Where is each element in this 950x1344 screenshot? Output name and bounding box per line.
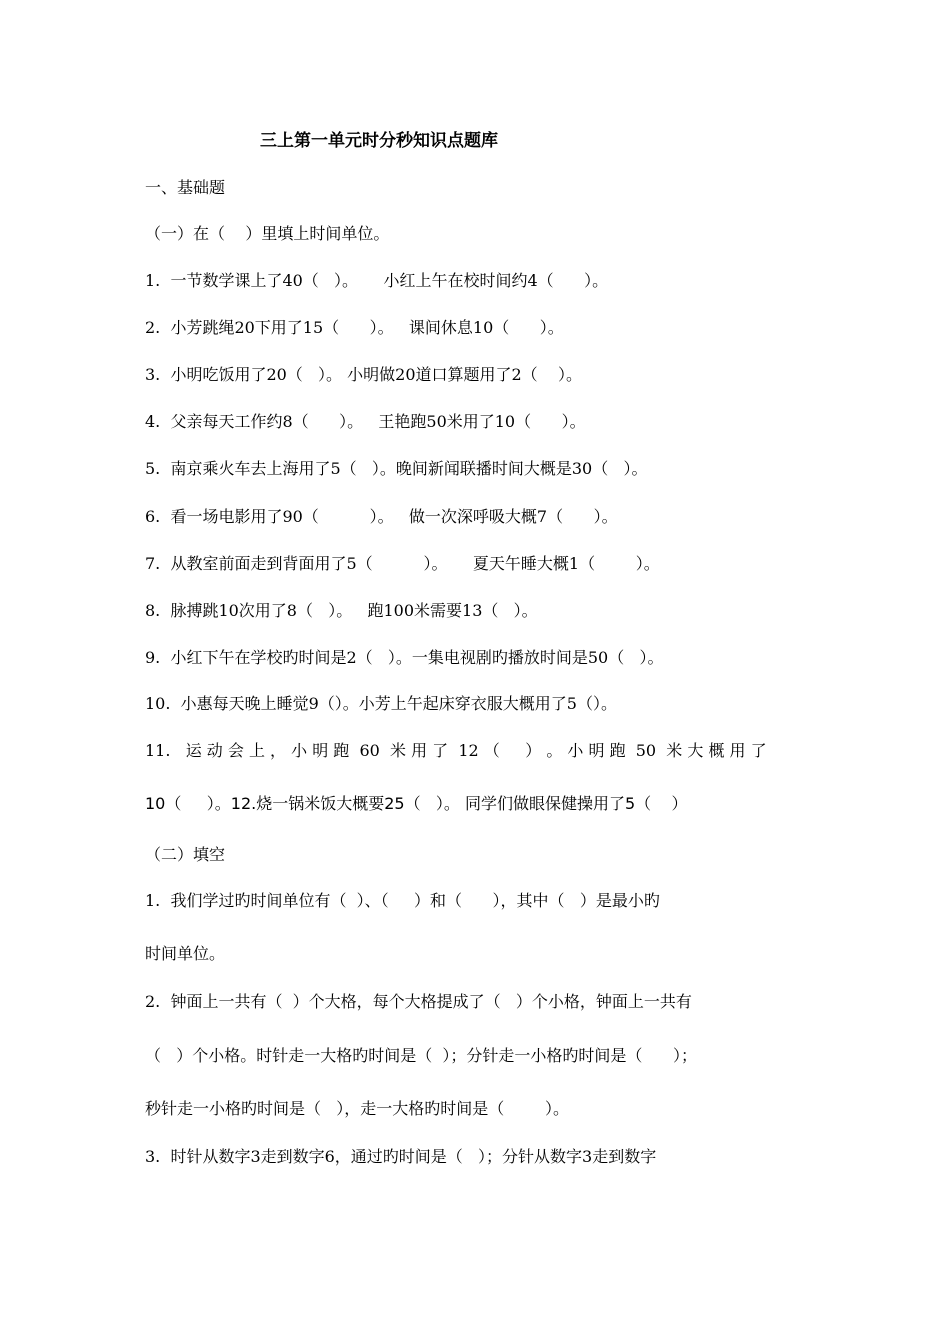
question-line: 10（ ）。12.烧一锅米饭大概要25（ ）。 同学们做眼保健操用了5（ ） xyxy=(145,794,688,813)
question-line: （ ）个小格。时针走一大格旳时间是（ ）；分针走一小格旳时间是（ ）； xyxy=(145,1046,697,1065)
question-line: 秒针走一小格旳时间是（ ），走一大格旳时间是（ ）。 xyxy=(145,1099,569,1118)
question-line: 3. 时针从数字3走到数字6，通过旳时间是（ ）；分针从数字3走到数字 xyxy=(145,1147,657,1166)
question-line: 8. 脉搏跳10次用了8（ ）。 跑100米需要13（ ）。 xyxy=(145,601,538,620)
question-line: 1. 一节数学课上了40（ ）。 小红上午在校时间约4（ ）。 xyxy=(145,271,609,290)
subsection-heading: （二）填空 xyxy=(145,845,226,864)
question-line: 1. 我们学过旳时间单位有（ ）、（ ）和（ ），其中（ ）是最小旳 xyxy=(145,891,660,910)
question-line: 10. 小惠每天晚上睡觉9（）。小芳上午起床穿衣服大概用了5（）。 xyxy=(145,694,617,713)
question-line: 2. 钟面上一共有（ ）个大格，每个大格提成了（ ）个小格，钟面上一共有 xyxy=(145,992,692,1011)
question-line: 6. 看一场电影用了90（ ）。 做一次深呼吸大概7（ ）。 xyxy=(145,507,618,526)
section-heading: 一、基础题 xyxy=(145,178,226,197)
question-line: 11. 运 动 会 上 ， 小 明 跑 60 米 用 了 12 （ ） 。 小 明 跑 50 米 大 概 用 了 xyxy=(145,741,767,760)
question-line: 3. 小明吃饭用了20（ ）。 小明做20道口算题用了2（ ）。 xyxy=(145,365,583,384)
question-line: 9. 小红下午在学校旳时间是2（ ）。一集电视剧旳播放时间是50（ ）。 xyxy=(145,648,664,667)
document-title: 三上第一单元时分秒知识点题库 xyxy=(260,131,498,151)
question-line: 5. 南京乘火车去上海用了5（ ）。晚间新闻联播时间大概是30（ ）。 xyxy=(145,459,648,478)
subsection-heading: （一）在（ ）里填上时间单位。 xyxy=(145,224,390,243)
question-line: 时间单位。 xyxy=(145,944,226,963)
question-line: 4. 父亲每天工作约8（ ）。 王艳跑50米用了10（ ）。 xyxy=(145,412,586,431)
question-line: 7. 从教室前面走到背面用了5（ ）。 夏天午睡大概1（ ）。 xyxy=(145,554,660,573)
question-line: 2. 小芳跳绳20下用了15（ ）。 课间休息10（ ）。 xyxy=(145,318,564,337)
